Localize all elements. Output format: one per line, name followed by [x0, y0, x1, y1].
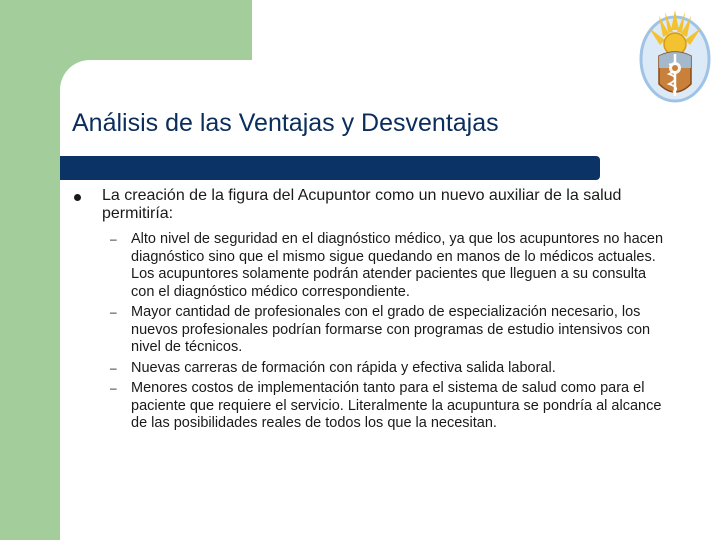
bullet-dot-icon — [74, 194, 81, 201]
list-item-text: Nuevas carreras de formación con rápida y efectiva salida laboral. — [131, 359, 556, 376]
list-item-text: Mayor cantidad de profesionales con el grado de especialización necesario, los nuevos profesionales podrían formarse con programas de estudio intensivos con nivel de técnicos. — [131, 304, 651, 355]
dash-icon: – — [110, 360, 117, 375]
main-bullet — [74, 187, 674, 223]
dash-icon: – — [110, 305, 117, 319]
list-item — [110, 360, 670, 378]
dash-icon: – — [110, 232, 117, 246]
sub-bullet-list — [110, 231, 670, 436]
list-item-text: Menores costos de implementación tanto para el sistema de salud como para el paciente que requiere el servicio. Literalmente la acupuntura se pondría al alcance de las posibilidades reales de todos los que la necesitan. — [131, 380, 662, 431]
list-item — [110, 231, 670, 301]
list-item-text: Alto nivel de seguridad en el diagnóstico médico, ya que los acupuntores no hacen diagnóstico sino que el mismo sigue quedando en manos de lo médicos actuales. Los acupuntores solamente podrán atender pacientes que lleguen a su consulta con el diagnóstico médico correspondiente. — [131, 231, 664, 300]
main-bullet-text: La creación de la figura del Acupuntor como un nuevo auxiliar de la salud permitiría: — [102, 187, 622, 222]
list-item — [110, 304, 670, 357]
title-underline-bar — [60, 156, 600, 180]
slide-title: Análisis de las Ventajas y Desventajas — [72, 109, 499, 137]
dash-icon: – — [110, 381, 117, 395]
sun-caduceus-emblem-icon — [637, 4, 713, 104]
list-item — [110, 380, 670, 433]
decorative-green-sidebar — [0, 0, 60, 540]
